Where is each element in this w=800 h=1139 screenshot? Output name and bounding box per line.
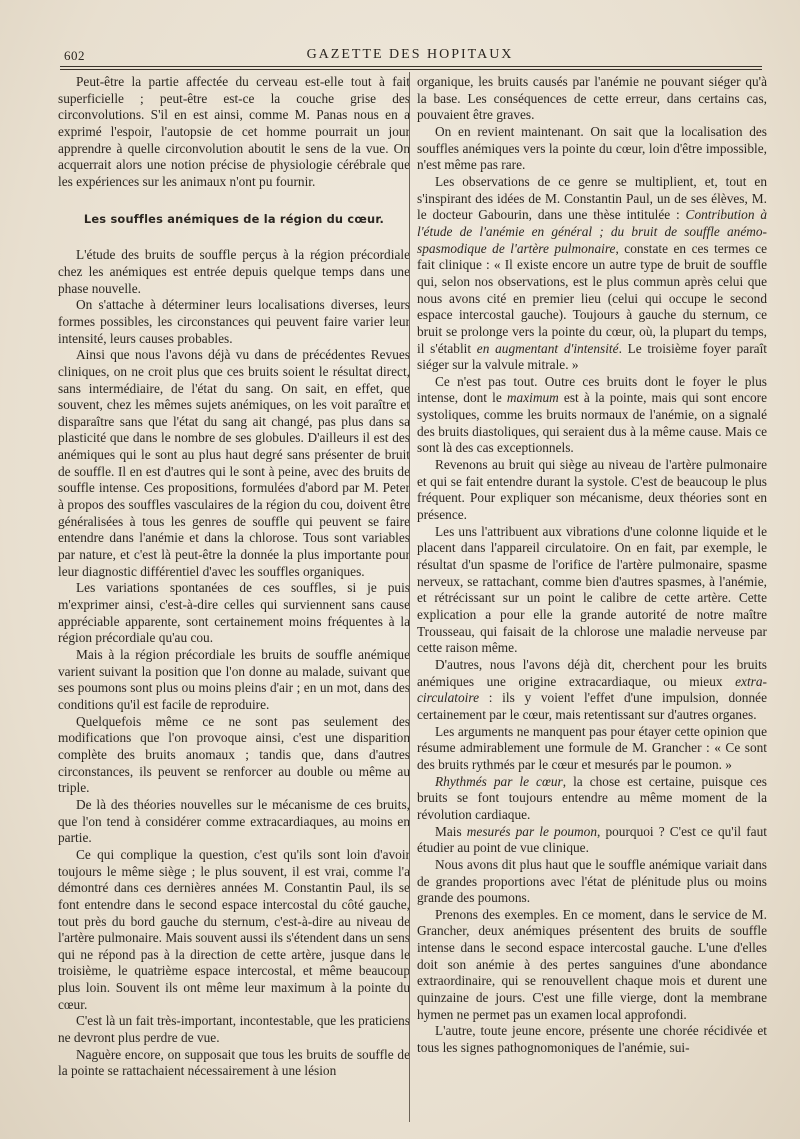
paragraph: Prenons des exemples. En ce moment, dans le service de M. Grancher, deux anémiques présentent des bruits de souffle intense dans le second espace intercostal gauche. L'une d'elles doit son anémie à des pertes sanguines d'une abondance extraordinaire, qui se renouvellent chaque mois et durent une quinzaine de jours. C'est une fille vierge, dont la membrane hymen ne permet pas un examen local approfondi. [417, 906, 767, 1022]
paragraph: L'étude des bruits de souffle perçus à la région précordiale chez les anémiques est entrée depuis quelque temps dans une phase nouvelle. [58, 247, 410, 296]
paragraph: De là des théories nouvelles sur le mécanisme de ces bruits, que l'on tend à considérer comme extracardiaques, au moins en partie. [58, 796, 410, 846]
paragraph: Ce qui complique la question, c'est qu'ils sont loin d'avoir toujours le même siège ; le plus souvent, il est vrai, comme l'a démontré dans ces dernières années M. Constantin Paul, ils se font entendre dans le second espace intercostal du côté gauche, tout près du bord gauche du sternum, c'est-à-dire au niveau de l'artère pulmonaire. Mais souvent aussi ils s'étendent dans un sens qui ne répond pas à la direction de cette artère, jusque dans le troisième, le quatrième espace intercostal, et même beaucoup plus loin. Souvent ils ont même leur maximum à la pointe du cœur. [58, 846, 410, 1012]
page-number: 602 [64, 48, 85, 63]
paragraph [417, 824, 767, 857]
emphasis: mesurés par le poumon [466, 823, 598, 839]
continuation-paragraph: organique, les bruits causés par l'anémie ne pouvant siéger qu'à la base. Les conséquences de cette erreur, dans certains cas, pouvaient être graves. [417, 74, 767, 123]
paragraph: Revenons au bruit qui siège au niveau de l'artère pulmonaire et qui se fait entendre durant la systole. C'est de beaucoup le plus fréquent. Pour expliquer son mécanisme, deux théories sont en présence. [417, 457, 767, 523]
text-run: est à la pointe, mais qui sont encore systoliques, comme les bruits normaux de l'anémie, on a signalé des bruits diastoliques, qui seraient dus à la même cause. Mais ce sont là des cas exceptionnels. [417, 390, 767, 456]
text-run: , constate en ces termes ce fait clinique : « Il existe encore un autre type de bruit de souffle qui, selon nos observations, est le plus commun après celui que nous avons cité en premier lieu (celui qui occupe le second espace intercostal gauche). Toujours à gauche du sternum, ce bruit se prolonge vers la pointe du cœur, où, la plupart du temps, il s'établit [417, 240, 767, 356]
paragraph: L'autre, toute jeune encore, présente une chorée récidivée et tous les signes pathognomoniques de l'anémie, sui- [417, 1023, 767, 1056]
paragraph: C'est là un fait très-important, incontestable, que les praticiens ne devront plus perdre de vue. [58, 1013, 410, 1046]
running-title: GAZETTE DES HOPITAUX [306, 47, 514, 62]
paragraph: Naguère encore, on supposait que tous les bruits de souffle de la pointe se rattachaient nécessairement à une lésion [58, 1046, 410, 1079]
emphasis: Rhythmés par le cœur [435, 773, 563, 789]
right-column [417, 74, 767, 1057]
intro-paragraph: Peut-être la partie affectée du cerveau est-elle tout à fait superficielle ; peut-être est-ce la couche grise des circonvolutions. S'il en est ainsi, comme M. Panas nous en a exprimé l'espoir, l'autopsie de cet homme pourrait un jour apprendre à quelle circonvolution aboutit le sens de la vue. On acquerrait alors une notion précise de physiologie cérébrale que les expériences sur les animaux n'ont pu fournir. [58, 74, 410, 189]
header-rule [60, 66, 762, 67]
paragraph [417, 657, 767, 724]
emphasis: extra-circulatoire [417, 673, 767, 706]
paragraph: Les variations spontanées de ces souffles, si je puis m'exprimer ainsi, c'est-à-dire celles qui surviennent sans cause appréciable apparente, sont certainement moins fréquentes à la région précordiale qu'au cou. [58, 580, 410, 646]
paragraph [417, 374, 767, 457]
paragraph: Mais à la région précordiale les bruits de souffle anémique varient suivant la position que l'on donne au malade, suivant que ses poumons sont plus ou moins pleins d'air ; en un mot, dans des conditions qu'il est facile de reproduire. [58, 647, 410, 712]
header-rule-secondary [60, 69, 762, 70]
paragraph: On en revient maintenant. On sait que la localisation des souffles anémiques vers la pointe du cœur, loin d'être impossible, n'est même pas rare. [417, 123, 767, 173]
thesis-title: Contribution à l'étude de l'anémie en général ; du bruit de souffle anémo-spasmodique de l'artère pulmonaire [417, 207, 767, 256]
paragraph [417, 774, 767, 824]
paragraph: Les arguments ne manquent pas pour étayer cette opinion que résume admirablement une formule de M. Grancher : « Ce sont des bruits rythmés par le cœur et mesurés par le poumon. » [417, 723, 767, 772]
emphasis: en augmentant d'intensité [476, 340, 619, 356]
paragraph: On s'attache à déterminer leurs localisations diverses, leurs formes possibles, les circonstances qui peuvent faire varier leur intensité, leurs causes probables. [58, 297, 410, 346]
paragraph: Quelquefois même ce ne sont pas seulement des modifications que l'on provoque ainsi, c'est une disparition complète des bruits anomaux ; tandis que, dans d'autres circonstances, ils peuvent se renforcer au double ou même au triple. [58, 713, 410, 796]
paragraph: Ainsi que nous l'avons déjà vu dans de précédentes Revues cliniques, on ne croit plus que ces bruits soient le résultat direct, sans intermédiaire, de l'état du sang. On sait, en effet, que souvent, chez les mêmes sujets anémiques, on les voit paraître et disparaître sans que l'état du sang ait changé, pas plus dans sa plasticité que dans le nombre de ses globules. D'ailleurs il est des anémiques qui le sont au plus haut degré sans présenter de bruit de souffle. Il en est d'autres qui le sont à peine, avec des bruits de souffle intense. Ces propositions, formulées d'abord par M. Peter à propos des souffles vasculaires de la région du cou, doivent être généralisées à tous les genres de souffle qui peuvent se faire entendre dans l'anémie et dans la chlorose. Tous sont variables par nature, et c'est là peut-être la donnée la plus importante pour leur diagnostic différentiel d'avec les souffles organiques. [58, 347, 410, 579]
left-column [58, 74, 410, 1080]
emphasis: maximum [506, 390, 559, 406]
page-header [60, 44, 760, 66]
section-heading: Les souffles anémiques de la région du cœur. [83, 211, 385, 226]
text-run: D'autres, nous l'avons déjà dit, cherchent pour les bruits anémiques une origine extracardiaque, ou mieux [417, 656, 767, 689]
text-run: : ils y voient l'effet d'une impulsion, donnée certainement par le cœur, mais retentissant sur d'autres organes. [417, 690, 767, 722]
text-run: , pourquoi ? C'est ce qu'il faut étudier au point de vue clinique. [417, 823, 767, 856]
text-run: , la chose est certaine, puisque ces bruits se font toujours entendre au même moment de la révolution cardiaque. [417, 773, 767, 822]
text-run: . Le troisième foyer paraît siéger sur la valvule mitrale. » [417, 340, 768, 373]
paragraph: Les uns l'attribuent aux vibrations d'une colonne liquide et le placent dans l'appareil circulatoire. On en fait, par exemple, le résultat d'un spasme de l'orifice de l'artère pulmonaire, spasme nerveux, se rattachant, comme bien d'autres spasmes, à l'anémie, et rétrécissant sur un point le calibre de cette artère. Cette explication a pour elle la grande autorité de notre maître Trousseau, qui faisait de la chlorose une maladie nerveuse par cette raison même. [417, 523, 767, 656]
text-run: Les observations de ce genre se multiplient, et, tout en s'inspirant des idées de M. Constantin Paul, un de ses élèves, M. le docteur Gabourin, dans une thèse intitulée : [417, 173, 767, 223]
column-divider [409, 72, 410, 1122]
text-run: Mais [435, 823, 467, 839]
text-run: Ce n'est pas tout. Outre ces bruits dont le foyer le plus intense, dont le [417, 373, 767, 406]
paragraph: Nous avons dit plus haut que le souffle anémique variait dans de grandes proportions avec l'état de plénitude plus ou moins grande des poumons. [417, 856, 767, 906]
paragraph [417, 174, 767, 374]
